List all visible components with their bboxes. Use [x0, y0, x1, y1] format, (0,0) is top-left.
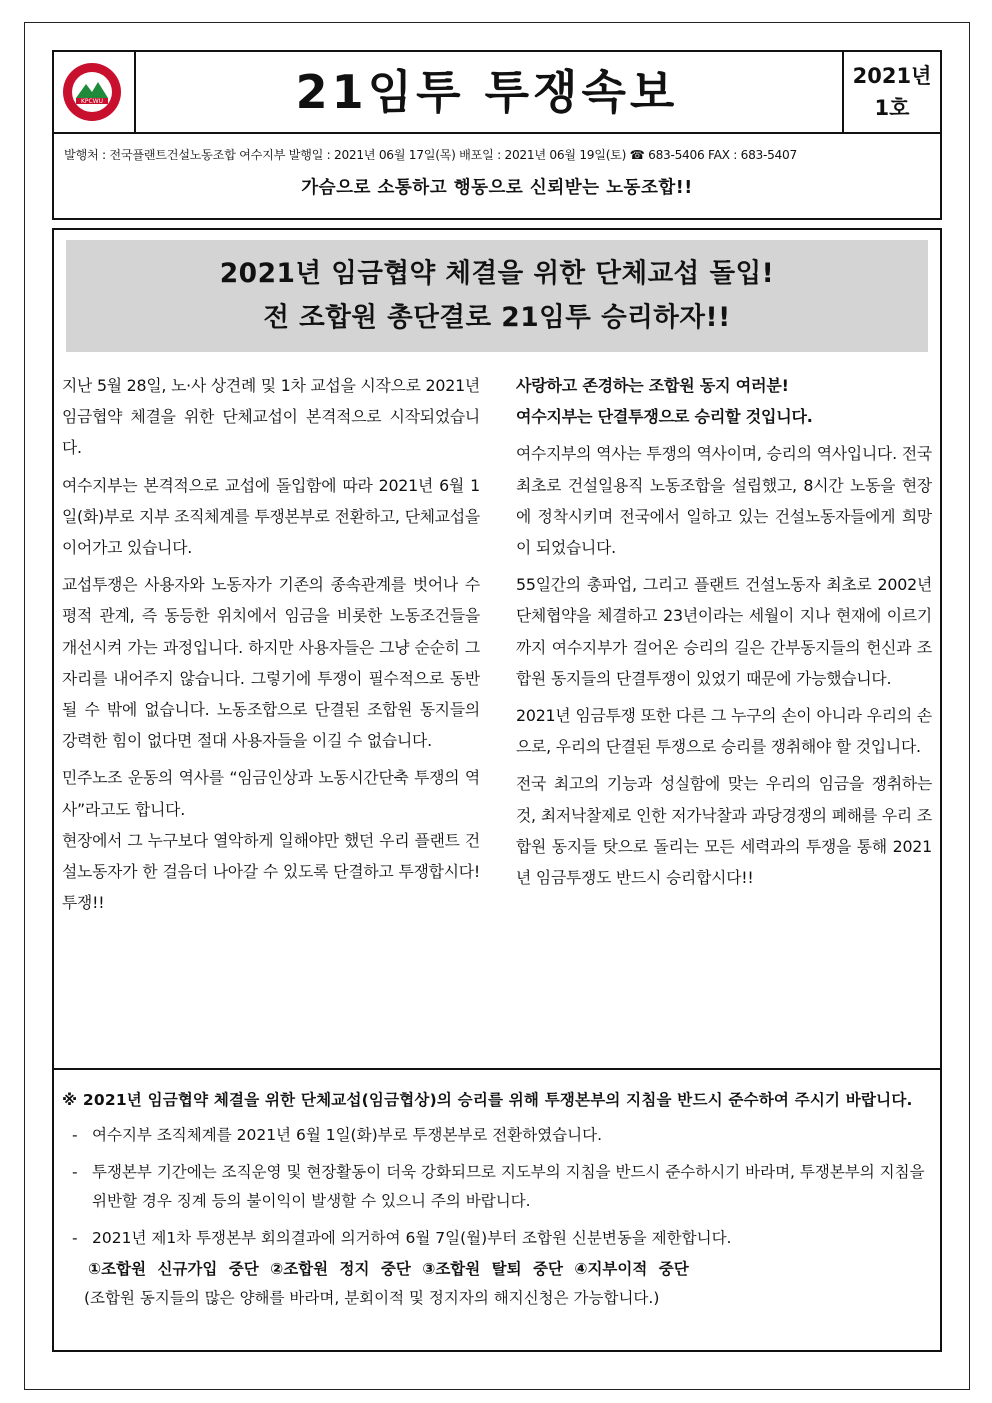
- notice-item: [62, 1224, 934, 1253]
- headline-line-2: 전 조합원 총단결로 21임투 승리하자!!: [263, 302, 731, 333]
- right-paragraph: 55일간의 총파업, 그리고 플랜트 건설노동자 최초로 2002년 단체협약을 체결하고 23년이라는 세월이 지나 현재에 이르기까지 여수지부가 걸어온 승리의 길은 간부동지들의 헌신과 조합원 동지들의 단결투쟁이 있었기 때문에 가능했습니다.: [516, 575, 932, 688]
- greeting-line-2: 여수지부는 단결투쟁으로 승리할 것입니다.: [516, 407, 813, 427]
- issue-year: 2021년: [852, 64, 932, 88]
- notice-item: [62, 1158, 934, 1216]
- dash-marker: -: [72, 1229, 78, 1247]
- left-column: [62, 370, 480, 924]
- right-paragraph: 여수지부의 역사는 투쟁의 역사이며, 승리의 역사입니다. 전국 최초로 건설일용직 노동조합을 설립했고, 8시간 노동을 현장에 정착시키며 전국에서 일하고 있는 건설노동자들에게 희망이 되었습니다.: [516, 444, 932, 558]
- issue-number: 1호: [874, 96, 910, 120]
- title-cell: [134, 52, 840, 132]
- greeting-line-1: 사랑하고 존경하는 조합원 동지 여러분!: [516, 376, 789, 395]
- headline-banner: [66, 240, 928, 352]
- notice-list: [62, 1121, 934, 1253]
- issue-cell: [842, 52, 940, 132]
- logo-cell: [54, 52, 136, 132]
- notice-item: [62, 1121, 934, 1150]
- dash-marker: -: [72, 1163, 78, 1181]
- notice-item-text: 투쟁본부 기간에는 조직운영 및 현장활동이 더욱 강화되므로 지도부의 지침을 반드시 준수하시기 바라며, 투쟁본부의 지침을 위반할 경우 징계 등의 불이익이 발생할 수 있으니 주의 바랍니다.: [92, 1163, 925, 1210]
- right-column: [516, 370, 932, 899]
- dash-marker: -: [72, 1126, 78, 1144]
- restrictions-note: (조합원 동지들의 많은 양해를 바라며, 분회이적 및 정지자의 해지신청은 가능합니다.): [84, 1289, 660, 1307]
- publication-info: 발행처 : 전국플랜트건설노동조합 여수지부 발행일 : 2021년 06월 17일(목) 배포일 : 2021년 06월 19일(토) ☎ 683-5406 FAX : 683-5407: [64, 148, 797, 162]
- notice-section: [62, 1086, 934, 1313]
- main-article: [52, 228, 942, 1352]
- masthead: [52, 50, 942, 220]
- newsletter-title: 21임투 투쟁속보: [295, 65, 679, 119]
- right-paragraph: 2021년 임금투쟁 또한 다른 그 누구의 손이 아니라 우리의 손으로, 우리의 단결된 투쟁으로 승리를 쟁취해야 할 것입니다.: [516, 706, 932, 757]
- section-divider: [54, 1068, 940, 1070]
- masthead-top-row: [54, 52, 940, 134]
- membership-restrictions: ①조합원 신규가입 중단 ②조합원 정지 중단 ③조합원 탈퇴 중단 ④지부이적 중단: [88, 1260, 689, 1278]
- left-paragraph: 교섭투쟁은 사용자와 노동자가 기존의 종속관계를 벗어나 수평적 관계, 즉 동등한 위치에서 임금을 비롯한 노동조건들을 개선시켜 가는 과정입니다. 하지만 사용자들은 그냥 순순히 그 자리를 내어주지 않습니다. 그렇기에 투쟁이 필수적으로 동반될 수 밖에 없습니다. 노동조합으로 단결된 조합원 동지들의 강력한 힘이 없다면 절대 사용자들을 이길 수 없습니다.: [62, 575, 480, 751]
- right-paragraph: 전국 최고의 기능과 성실함에 맞는 우리의 임금을 쟁취하는 것, 최저낙찰제로 인한 저가낙찰과 과당경쟁의 폐해를 우리 조합원 동지들 탓으로 돌리는 모든 세력과의 투쟁을 통해 2021년 임금투쟁도 반드시 승리합시다!!: [516, 774, 932, 888]
- left-paragraph: 현장에서 그 누구보다 열악하게 일해야만 했던 우리 플랜트 건설노동자가 한 걸음더 나아갈 수 있도록 단결하고 투쟁합시다! 투쟁!!: [62, 830, 480, 913]
- headline-line-1: 2021년 임금협약 체결을 위한 단체교섭 돌입!: [219, 258, 775, 289]
- slogan: 가슴으로 소통하고 행동으로 신뢰받는 노동조합!!: [301, 178, 693, 198]
- left-paragraph: 여수지부는 본격적으로 교섭에 돌입함에 따라 2021년 6월 1일(화)부로 지부 조직체계를 투쟁본부로 전환하고, 단체교섭을 이어가고 있습니다.: [62, 475, 480, 558]
- union-logo-icon: [62, 62, 122, 122]
- left-paragraph: 지난 5월 28일, 노·사 상견례 및 1차 교섭을 시작으로 2021년 임금협약 체결을 위한 단체교섭이 본격적으로 시작되었습니다.: [62, 376, 480, 458]
- left-paragraph: 민주노조 운동의 역사를 “임금인상과 노동시간단축 투쟁의 역사”라고도 합니다.: [62, 768, 480, 819]
- svg-text:KPCWU: KPCWU: [80, 98, 104, 105]
- notice-item-text: 여수지부 조직체계를 2021년 6월 1일(화)부로 투쟁본부로 전환하였습니다.: [92, 1126, 603, 1144]
- notice-heading: ※ 2021년 임금협약 체결을 위한 단체교섭(임금협상)의 승리를 위해 투쟁본부의 지침을 반드시 준수하여 주시기 바랍니다.: [62, 1091, 913, 1109]
- notice-item-text: 2021년 제1차 투쟁본부 회의결과에 의거하여 6월 7일(월)부터 조합원 신분변동을 제한합니다.: [92, 1229, 732, 1247]
